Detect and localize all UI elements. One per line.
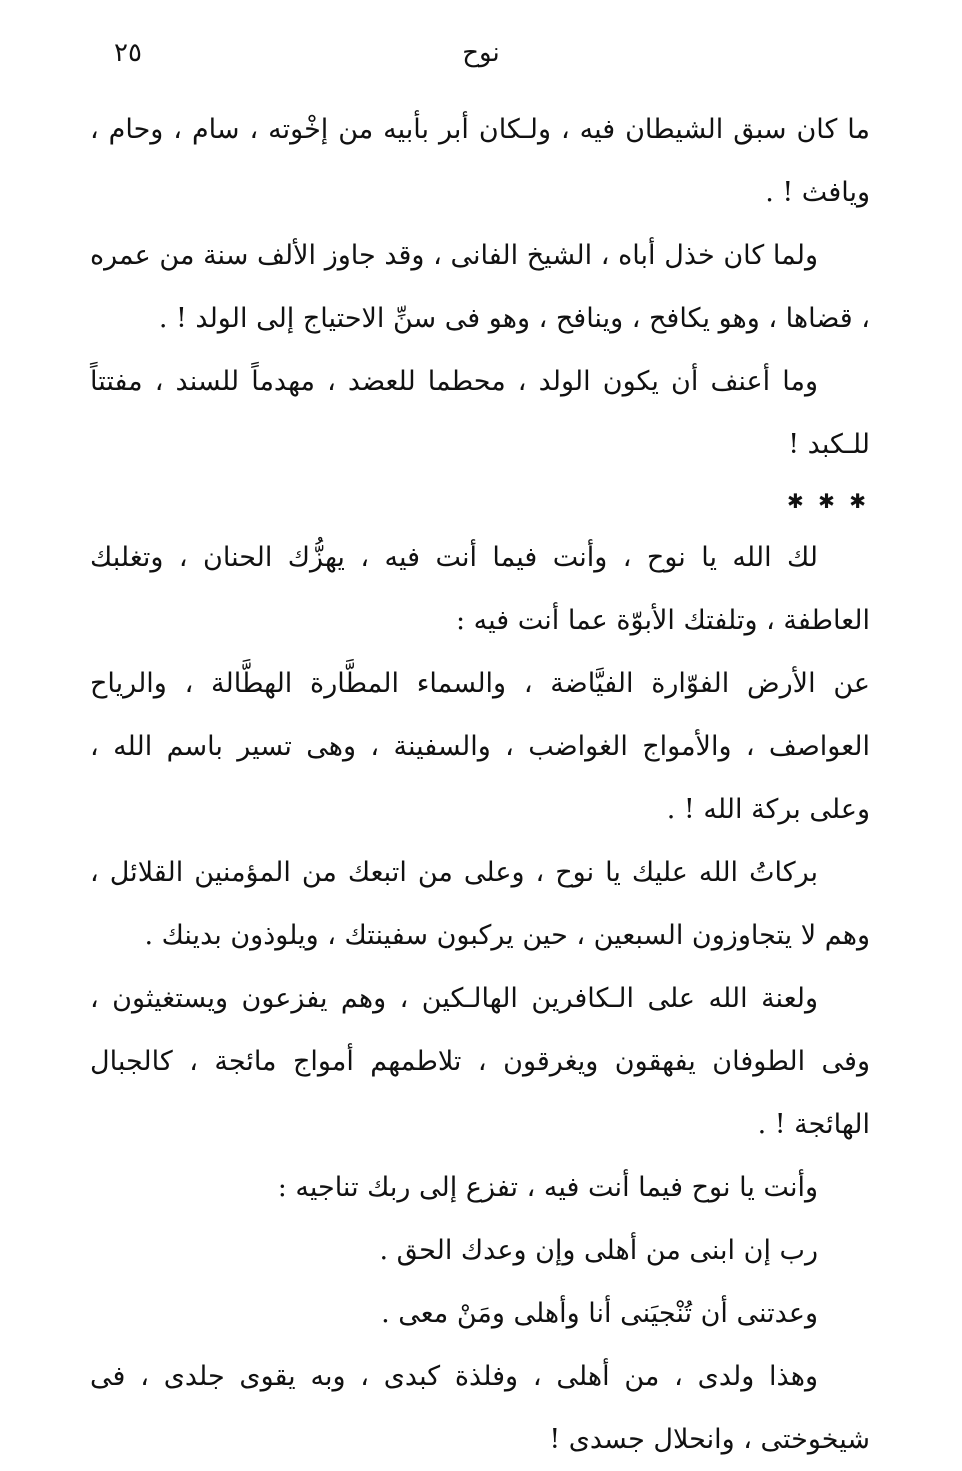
paragraph: لك الله يا نوح ، وأنت فيما أنت فيه ، يهزُّك الحنان ، وتغلبك العاطفة ، وتلفتك الأبوّة عما أنت فيه :: [90, 542, 870, 636]
paragraph: ما كان سبق الشيطان فيه ، ولـكان أبر بأبيه من إخْوته ، سام ، وحام ، ويافث ! .: [90, 114, 870, 208]
paragraph: ولما كان خذل أباه ، الشيخ الفانى ، وقد جاوز الألف سنة من عمره ، قضاها ، وهو يكافح ، وينافح ، وهو فى سنِّ الاحتياج إلى الولد ! .: [90, 240, 870, 334]
paragraph: وأنت يا نوح فيما أنت فيه ، تفزع إلى ربك تناجيه :: [277, 1172, 818, 1203]
paragraph: عن الأرض الفوّارة الفيَّاضة ، والسماء المطَّارة الهطَّالة ، والرياح العواصف ، والأمواج الغواضب ، والسفينة ، وهى تسير باسم الله ، وعلى بركة الله ! .: [90, 668, 870, 825]
running-title: نوح: [462, 38, 500, 68]
paragraph: ولعنة الله على الـكافرين الهالـكين ، وهم يفزعون ويستغيثون ، وفى الطوفان يفهقون ويغرقون ، تلاطمهم أمواج مائجة ، كالجبال الهائجة ! .: [90, 983, 870, 1140]
verse-line: رب إن ابنى من أهلى وإن وعدك الحق .: [379, 1235, 818, 1266]
body-text: [90, 98, 870, 1471]
paragraph: وهذا ولدى ، من أهلى ، وفلذة كبدى ، وبه يقوى جلدى ، فى شيخوختى ، وانحلال جسدى !: [90, 1361, 870, 1455]
verse-line: وعدتنى أن تُنْجيَنى أنا وأهلى ومَنْ معى .: [381, 1298, 818, 1329]
paragraph: وما أعنف أن يكون الولد ، محطما للعضد ، مهدماً للسند ، مفتتاً للـكبد !: [90, 366, 870, 460]
section-separator: ✱ ✱ ✱: [787, 489, 870, 513]
paragraph: بركاتُ الله عليك يا نوح ، وعلى من اتبعك من المؤمنين القلائل ، وهم لا يتجاوزون السبعين ، حين يركبون سفينتك ، ويلوذون بدينك .: [90, 857, 870, 951]
page-number: ٢٥: [114, 38, 142, 68]
page-header: [96, 30, 866, 80]
